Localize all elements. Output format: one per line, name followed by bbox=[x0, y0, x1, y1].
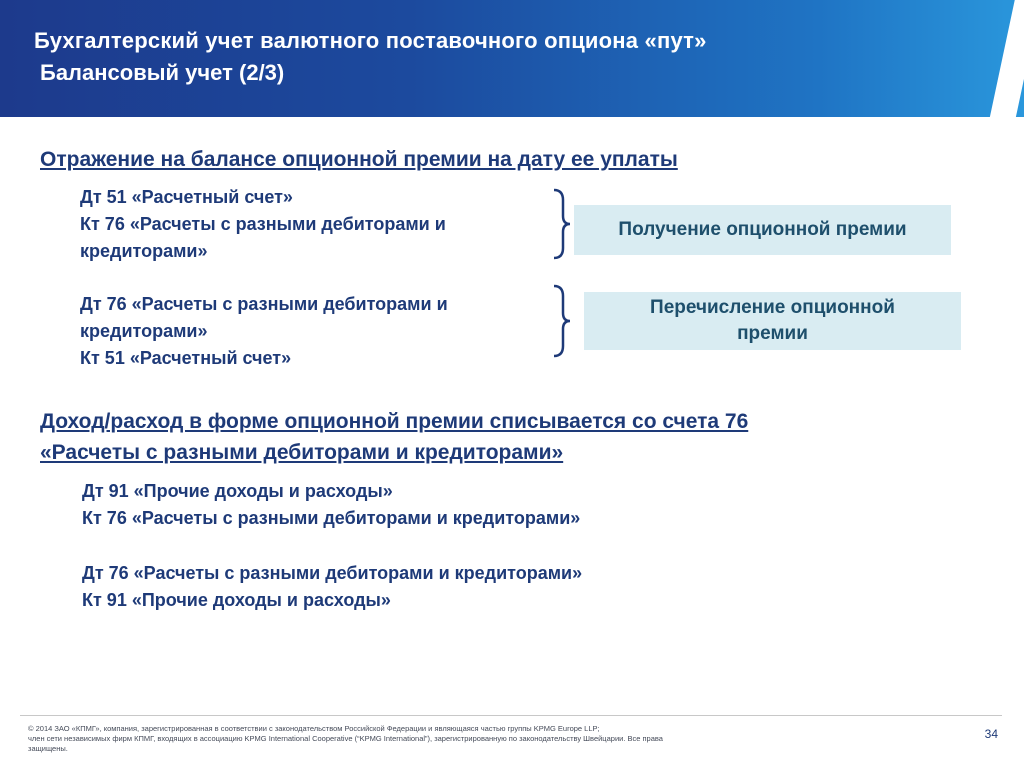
journal-entry-income bbox=[82, 478, 580, 532]
section-heading-writeoff bbox=[40, 406, 748, 468]
footer-line: защищены. bbox=[28, 744, 68, 753]
entry-line: Дт 51 «Расчетный счет» bbox=[80, 187, 293, 207]
entry-line: Кт 76 «Расчеты с разными дебиторами и кредиторами» bbox=[82, 508, 581, 528]
heading-line: «Расчеты с разными дебиторами и кредиторами» bbox=[40, 441, 564, 464]
footer-divider bbox=[20, 715, 1002, 716]
journal-entry-expense bbox=[82, 560, 582, 614]
entry-line: кредиторами» bbox=[80, 321, 208, 341]
entry-line: Дт 76 «Расчеты с разными дебиторами и кредиторами» bbox=[82, 563, 583, 583]
journal-entry-receipt bbox=[80, 184, 446, 265]
page-number: 34 bbox=[984, 727, 998, 741]
badge-line: премии bbox=[737, 323, 808, 344]
slide-header bbox=[0, 0, 1024, 117]
badge-premium-receipt: Получение опционной премии bbox=[574, 205, 951, 255]
footer-line: член сети независимых фирм КПМГ, входящих в ассоциацию KPMG International Cooperative (“KPMG International”), зарегистрированную по законодательству Швейцарии. Все права bbox=[28, 734, 663, 743]
entry-line: Дт 91 «Прочие доходы и расходы» bbox=[82, 481, 393, 501]
entry-line: Дт 76 «Расчеты с разными дебиторами и bbox=[80, 294, 448, 314]
header-decoration bbox=[987, 0, 1024, 117]
footer-line: © 2014 ЗАО «КПМГ», компания, зарегистрированная в соответствии с законодательством Российской Федерации и являющаяся частью группы KPMG Europe LLP; bbox=[28, 724, 600, 733]
entry-line: Кт 51 «Расчетный счет» bbox=[80, 348, 292, 368]
footer-copyright bbox=[28, 724, 808, 754]
entry-line: Кт 76 «Расчеты с разными дебиторами и bbox=[80, 214, 446, 234]
slide-title: Бухгалтерский учет валютного поставочного опциона «пут» bbox=[34, 28, 707, 53]
section-heading-premium-reflection: Отражение на балансе опционной премии на дату ее уплаты bbox=[40, 148, 678, 171]
badge-premium-transfer bbox=[584, 292, 961, 350]
right-brace-icon bbox=[551, 188, 571, 260]
slide-subtitle: Балансовый учет (2/3) bbox=[40, 60, 285, 85]
entry-line: Кт 91 «Прочие доходы и расходы» bbox=[82, 590, 391, 610]
entry-line: кредиторами» bbox=[80, 241, 208, 261]
badge-line: Перечисление опционной bbox=[650, 297, 895, 318]
journal-entry-transfer bbox=[80, 291, 448, 372]
heading-line: Доход/расход в форме опционной премии списывается со счета 76 bbox=[40, 410, 749, 433]
right-brace-icon bbox=[551, 284, 571, 358]
